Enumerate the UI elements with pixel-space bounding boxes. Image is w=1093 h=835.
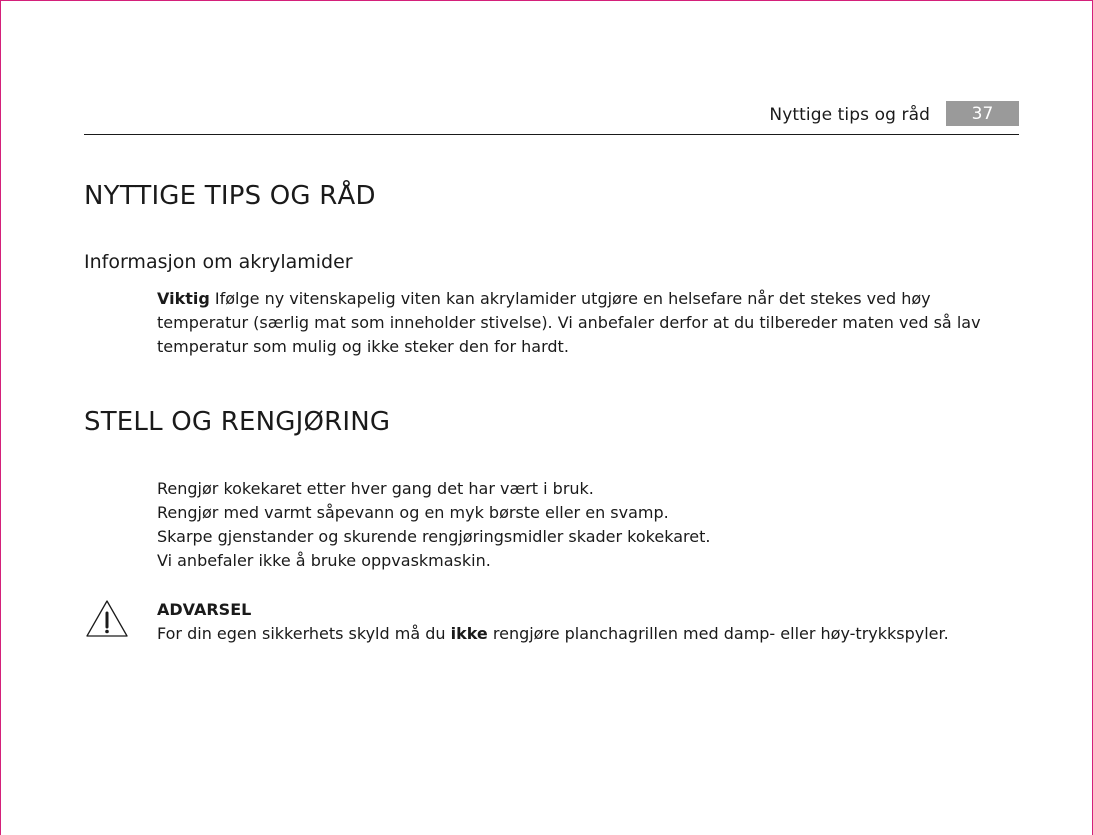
care-line: Vi anbefaler ikke å bruke oppvaskmaskin. xyxy=(157,551,491,570)
section-heading-care: STELL OG RENGJØRING xyxy=(84,407,391,437)
page-number: 37 xyxy=(946,101,1019,126)
warning-text-end: rengjøre planchagrillen med damp- eller høy-trykkspyler. xyxy=(487,624,949,643)
care-line: Skarpe gjenstander og skurende rengjøringsmidler skader kokekaret. xyxy=(157,527,711,546)
warning-triangle-icon xyxy=(84,598,130,640)
section-heading-tips: NYTTIGE TIPS OG RÅD xyxy=(84,181,376,211)
care-line: Rengjør kokekaret etter hver gang det har vært i bruk. xyxy=(157,479,594,498)
warning-title: ADVARSEL xyxy=(157,600,252,619)
subheading-acrylamide: Informasjon om akrylamider xyxy=(84,251,353,273)
acrylamide-text: Ifølge ny vitenskapelig viten kan akrylamider utgjøre en helsefare når det stekes ved høy temperatur (særlig mat som inneholder stivelse). Vi anbefaler derfor at du tilbereder maten ved så lav temperatur som mulig og ikke steker den for hardt. xyxy=(157,289,981,356)
warning-text xyxy=(157,621,1017,646)
warning-text-start: For din egen sikkerhets skyld må du xyxy=(157,624,451,643)
running-header xyxy=(84,98,1019,135)
acrylamide-paragraph xyxy=(157,287,1017,359)
warning-emphasis: ikke xyxy=(450,624,488,643)
running-title: Nyttige tips og råd xyxy=(769,105,930,125)
care-instructions xyxy=(157,477,1017,573)
important-label: Viktig xyxy=(157,289,210,308)
care-line: Rengjør med varmt såpevann og en myk børste eller en svamp. xyxy=(157,503,669,522)
